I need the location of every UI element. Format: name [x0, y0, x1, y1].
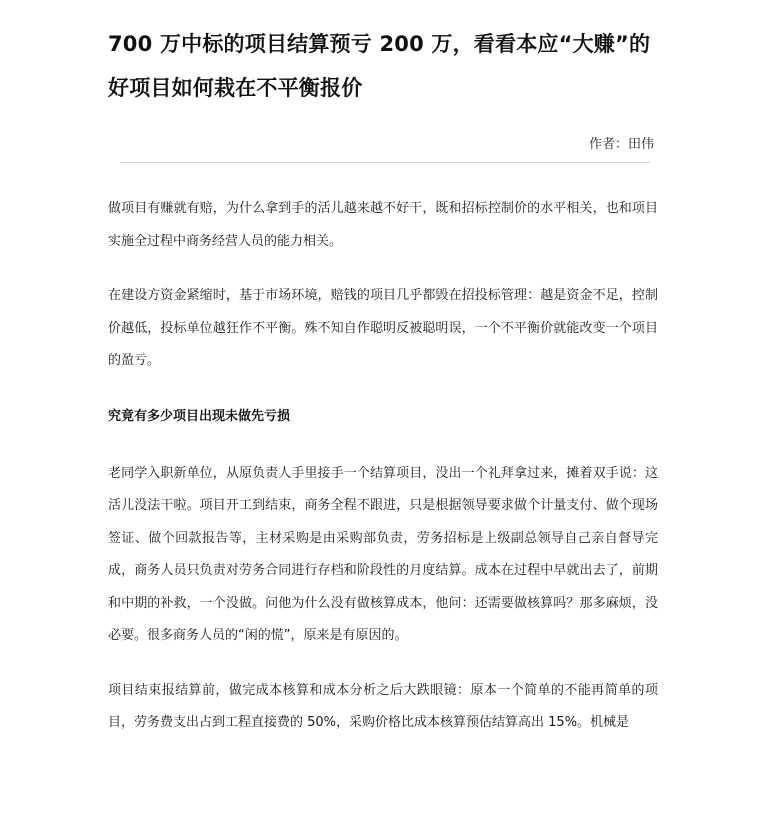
- intro-paragraph-1: 做项目有赚就有赔，为什么拿到手的活儿越来越不好干，既和招标控制价的水平相关，也和项目实施全过程中商务经营人员的能力相关。: [108, 201, 658, 249]
- article-title: 700 万中标的项目结算预亏 200 万，看看本应“大赚”的好项目如何栽在不平衡报价: [108, 32, 651, 100]
- section-paragraph-1: 老同学入职新单位，从原负责人手里接手一个结算项目，没出一个礼拜拿过来，摊着双手说：这活儿没法干啦。项目开工到结束，商务全程不跟进，只是根据领导要求做个计量支付、做个现场签证、做个回款报告等，主材采购是由采购部负责，劳务招标是上级副总领导自己亲自督导完成，商务人员只负责对劳务合同进行存档和阶段性的月度结算。成本在过程中早就出去了，前期和中期的补救，一个没做。问他为什么没有做核算成本，他问：还需要做核算吗？那多麻烦，没必要。很多商务人员的“闲的慌”，原来是有原因的。: [108, 465, 658, 643]
- intro-paragraph-2: 在建设方资金紧缩时，基于市场环境，赔钱的项目几乎都毁在招投标管理：越是资金不足，控制价越低，投标单位越狂作不平衡。殊不知自作聪明反被聪明误，一个不平衡价就能改变一个项目的盈亏。: [108, 288, 658, 368]
- article: [108, 0, 658, 740]
- section-heading: 究竟有多少项目出现未做先亏损: [108, 408, 291, 424]
- section-paragraph-2: 项目结束报结算前，做完成本核算和成本分析之后大跌眼镜：原本一个简单的不能再简单的项目，劳务费支出占到工程直接费的 50%，采购价格比成本核算预估结算高出 15%。机械是: [108, 682, 658, 730]
- title-divider: [120, 162, 650, 163]
- author-line: 作者：田伟: [588, 137, 654, 152]
